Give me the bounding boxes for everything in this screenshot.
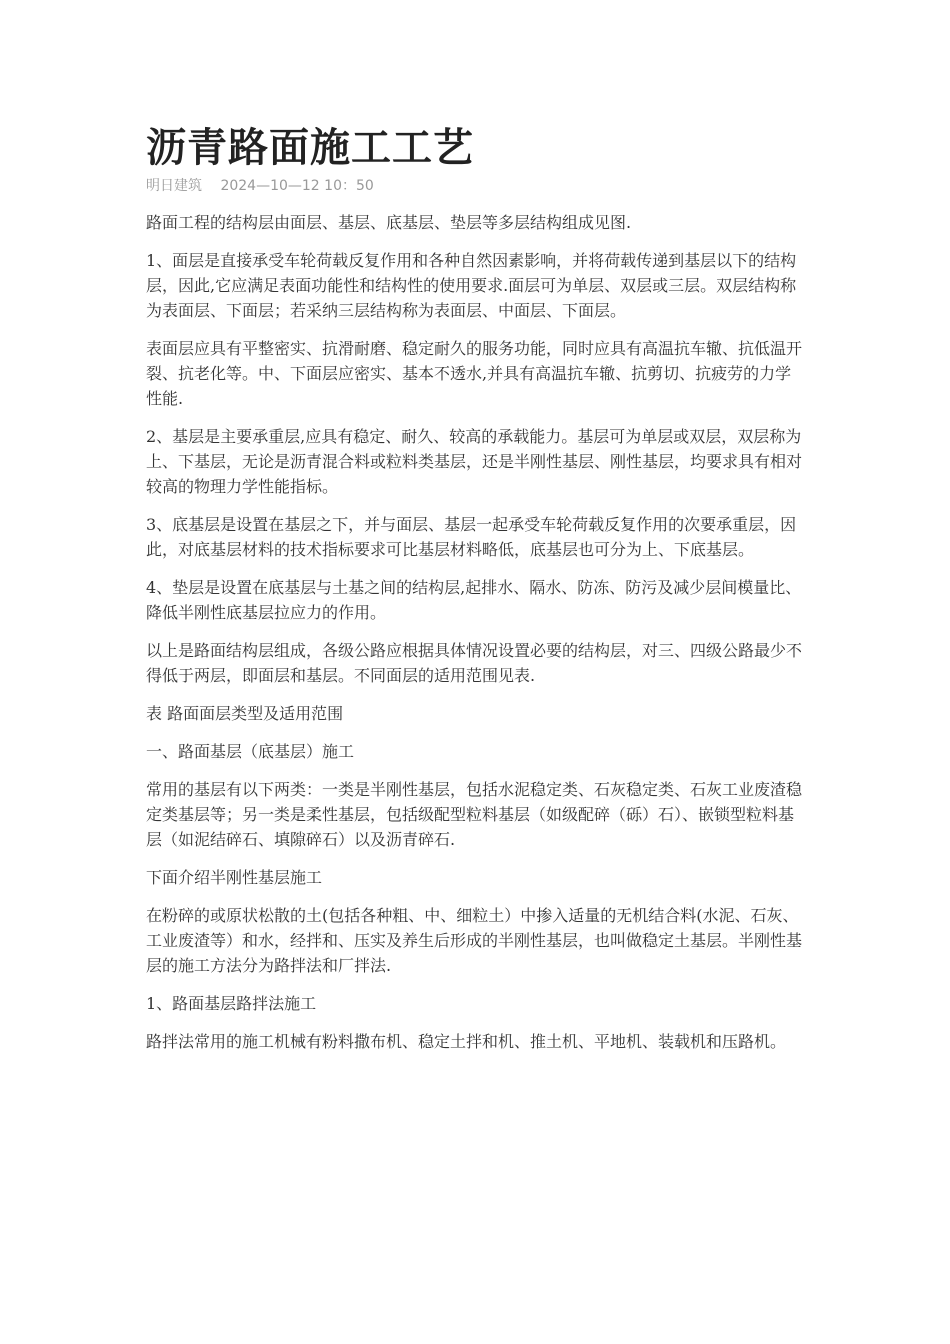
paragraph-cushion-layer: 4、垫层是设置在底基层与土基之间的结构层,起排水、隔水、防冻、防污及减少层间模量比、降低半刚性底基层拉应力的作用。 — [146, 578, 802, 622]
paragraph-surface-layer: 1、面层是直接承受车轮荷载反复作用和各种自然因素影响，并将荷载传递到基层以下的结构层，因此,它应满足表面功能性和结构性的使用要求.面层可为单层、双层或三层。双层结构称为表面层、下面层；若采纳三层结构称为表面层、中面层、下面层。 — [146, 251, 797, 320]
paragraph-road-mix-machinery: 路拌法常用的施工机械有粉料撒布机、稳定土拌和机、推土机、平地机、装载机和压路机。 — [146, 1032, 787, 1051]
section-heading-semi-rigid: 下面介绍半刚性基层施工 — [146, 868, 323, 887]
paragraph-base-types: 常用的基层有以下两类：一类是半刚性基层，包括水泥稳定类、石灰稳定类、石灰工业废渣稳定类基层等；另一类是柔性基层，包括级配型粒料基层（如级配碎（砾）石）、嵌锁型粒料基层（如泥结碎石、填隙碎石）以及沥青碎石. — [146, 780, 803, 849]
article-body — [146, 210, 806, 1054]
article-datetime: 2024—10—12 10：50 — [220, 178, 374, 194]
paragraph-intro: 路面工程的结构层由面层、基层、底基层、垫层等多层结构组成见图. — [146, 213, 632, 232]
paragraph-subbase-layer: 3、底基层是设置在基层之下，并与面层、基层一起承受车轮荷载反复作用的次要承重层，因此，对底基层材料的技术指标要求可比基层材料略低，底基层也可分为上、下底基层。 — [146, 515, 797, 559]
article-title: 沥青路面施工工艺 — [146, 125, 474, 171]
table-caption: 表 路面面层类型及适用范围 — [146, 704, 344, 723]
article — [146, 120, 806, 1067]
paragraph-summary: 以上是路面结构层组成，各级公路应根据具体情况设置必要的结构层，对三、四级公路最少不得低于两层，即面层和基层。不同面层的适用范围见表. — [146, 641, 803, 685]
article-author[interactable]: 明日建筑 — [146, 178, 202, 194]
article-meta — [146, 176, 806, 196]
paragraph-base-layer: 2、基层是主要承重层,应具有稳定、耐久、较高的承载能力。基层可为单层或双层，双层称为上、下基层，无论是沥青混合料或粒料类基层，还是半刚性基层、刚性基层，均要求具有相对较高的物理力学性能指标。 — [146, 427, 803, 496]
section-heading-road-mix: 1、路面基层路拌法施工 — [146, 994, 317, 1013]
paragraph-semi-rigid-definition: 在粉碎的或原状松散的土(包括各种粗、中、细粒土）中掺入适量的无机结合料(水泥、石灰、工业废渣等）和水，经拌和、压实及养生后形成的半刚性基层，也叫做稳定土基层。半刚性基层的施工方法分为路拌法和厂拌法. — [146, 906, 803, 975]
paragraph-surface-requirements: 表面层应具有平整密实、抗滑耐磨、稳定耐久的服务功能，同时应具有高温抗车辙、抗低温开裂、抗老化等。中、下面层应密实、基本不透水,并具有高温抗车辙、抗剪切、抗疲劳的力学性能. — [146, 339, 803, 408]
section-heading-base-construction: 一、路面基层（底基层）施工 — [146, 742, 355, 761]
